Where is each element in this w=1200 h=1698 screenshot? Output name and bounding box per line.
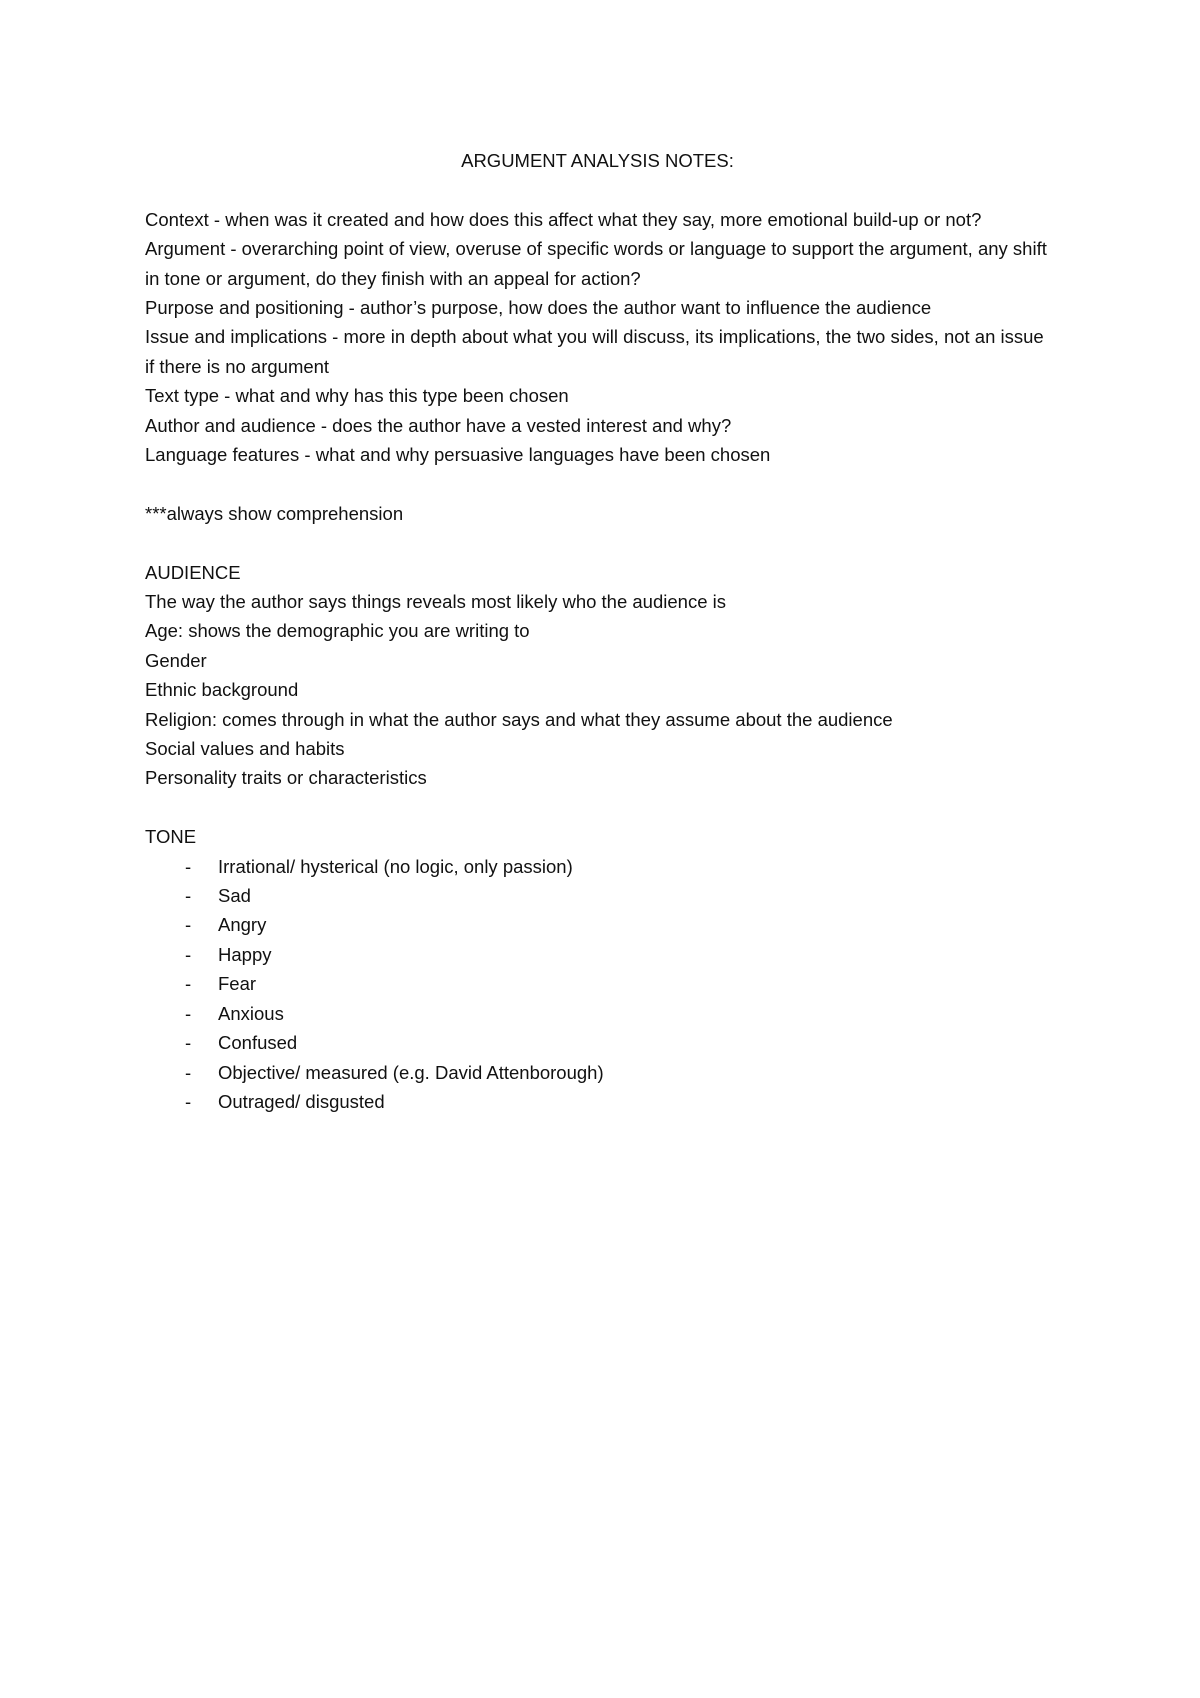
document-title: ARGUMENT ANALYSIS NOTES:	[461, 150, 734, 171]
tone-section	[145, 822, 1050, 1116]
intro-line-text-type: Text type - what and why has this type been chosen	[145, 385, 569, 407]
intro-line-issue: Issue and implications - more in depth about what you will discuss, its implications, the two sides, not an issue if there is no argument	[145, 326, 1044, 377]
comprehension-note: ***always show comprehension	[145, 502, 404, 524]
list-dash: -	[185, 1061, 192, 1083]
spacer	[145, 469, 1050, 498]
list-item	[145, 999, 1050, 1028]
list-item	[145, 852, 1050, 881]
list-item	[145, 881, 1050, 910]
audience-line: The way the author says things reveals most likely who the audience is	[145, 591, 726, 613]
audience-line: Gender	[145, 649, 207, 671]
intro-line-language-features: Language features - what and why persuasive languages have been chosen	[145, 444, 771, 466]
list-item-text: Fear	[218, 973, 257, 995]
audience-line: Social values and habits	[145, 738, 345, 760]
list-item-text: Happy	[218, 943, 272, 965]
list-dash: -	[185, 1090, 192, 1112]
intro-line-context: Context - when was it created and how does this affect what they say, more emotional build-up or not?	[145, 208, 982, 230]
list-item	[145, 969, 1050, 998]
list-item	[145, 910, 1050, 939]
spacer	[145, 793, 1050, 822]
list-item	[145, 1058, 1050, 1087]
audience-heading: AUDIENCE	[145, 561, 241, 583]
list-item-text: Anxious	[218, 1002, 284, 1024]
audience-line: Age: shows the demographic you are writing to	[145, 620, 530, 642]
list-dash: -	[185, 973, 192, 995]
list-item	[145, 1028, 1050, 1057]
spacer	[145, 175, 1050, 204]
tone-heading: TONE	[145, 826, 197, 848]
intro-line-purpose: Purpose and positioning - author’s purpose, how does the author want to influence the audience	[145, 297, 932, 318]
document-body	[145, 146, 1050, 1116]
list-dash: -	[185, 943, 192, 965]
intro-line-author-audience: Author and audience - does the author have a vested interest and why?	[145, 414, 732, 436]
audience-line: Religion: comes through in what the author says and what they assume about the audience	[145, 708, 893, 730]
list-item-text: Confused	[218, 1032, 298, 1054]
list-dash: -	[185, 855, 192, 877]
list-item	[145, 940, 1050, 969]
list-dash: -	[185, 914, 192, 936]
intro-section	[145, 205, 1050, 470]
list-item-text: Outraged/ disgusted	[218, 1090, 385, 1112]
intro-line-argument: Argument - overarching point of view, overuse of specific words or language to support the argument, any shift in tone or argument, do they finish with an appeal for action?	[145, 238, 1047, 289]
audience-section	[145, 558, 1050, 793]
audience-line: Personality traits or characteristics	[145, 767, 427, 789]
list-dash: -	[185, 1032, 192, 1054]
list-dash: -	[185, 1002, 192, 1024]
list-item-text: Objective/ measured (e.g. David Attenborough)	[218, 1061, 604, 1083]
audience-line: Ethnic background	[145, 679, 299, 701]
list-dash: -	[185, 885, 192, 907]
spacer	[145, 528, 1050, 557]
list-item-text: Sad	[218, 885, 251, 907]
list-item	[145, 1087, 1050, 1116]
list-item-text: Irrational/ hysterical (no logic, only passion)	[218, 855, 573, 877]
tone-list	[145, 852, 1050, 1117]
list-item-text: Angry	[218, 914, 267, 936]
